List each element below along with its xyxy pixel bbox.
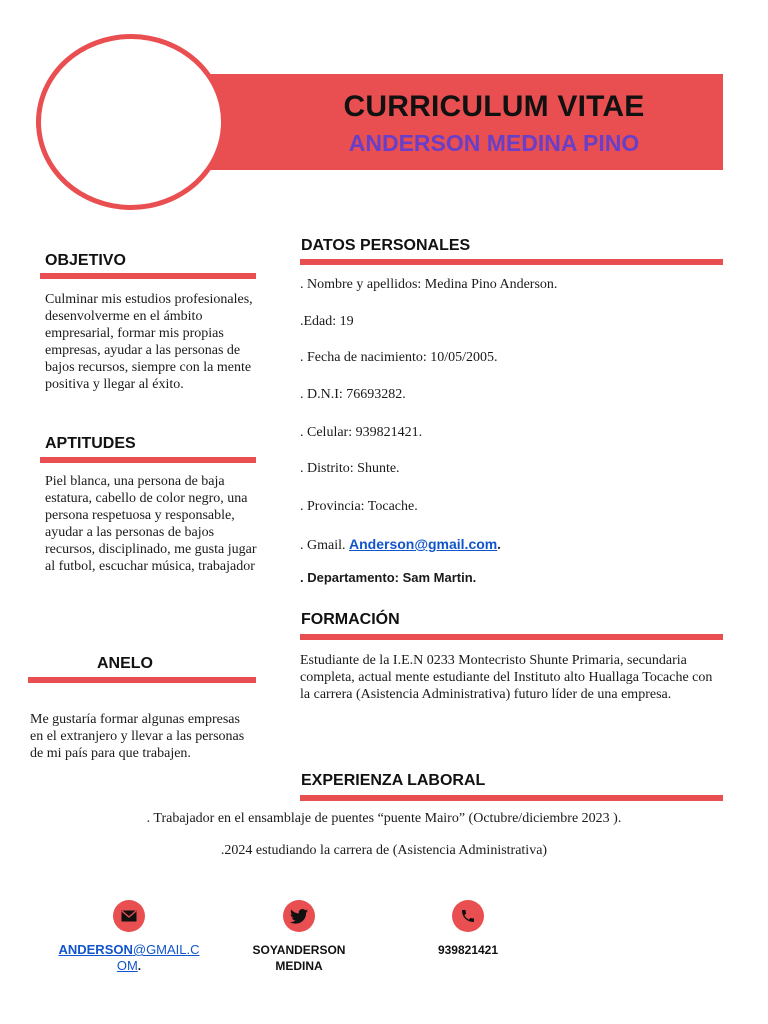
profile-photo-frame bbox=[36, 34, 226, 210]
field-fecha: . Fecha de nacimiento: 10/05/2005. bbox=[300, 350, 498, 365]
contact-email[interactable] bbox=[44, 942, 214, 974]
gmail-link[interactable] bbox=[349, 536, 497, 552]
experiencia-heading: EXPERIENZA LABORAL bbox=[301, 772, 486, 789]
aptitudes-rule bbox=[40, 457, 256, 463]
gmail-link-user: Anderson bbox=[349, 536, 415, 552]
contact-phone: 939821421 bbox=[437, 943, 499, 957]
aptitudes-text: Piel blanca, una persona de baja estatura, cabello de color negro, una persona respetuosa y responsable, ayudar a las personas de bajos recursos, disciplinado, me gusta jugar al futbol, escuchar música, trabajador bbox=[45, 474, 257, 574]
field-distrito: . Distrito: Shunte. bbox=[300, 461, 400, 476]
formacion-text: Estudiante de la I.E.N 0233 Montecristo Shunte Primaria, secundaria completa, actual mente estudiante del Instituto alto Huallaga Tocache con la carrera (Asistencia Administrativa) futuro líder de una empresa. bbox=[300, 653, 713, 702]
contact-email-suffix: . bbox=[137, 959, 142, 973]
gmail-suffix: . bbox=[497, 538, 501, 553]
contact-social-line2: MEDINA bbox=[275, 959, 323, 973]
experiencia-item-2: .2024 estudiando la carrera de (Asistencia Administrativa) bbox=[220, 843, 548, 858]
contact-email-link[interactable] bbox=[58, 942, 199, 973]
contact-social bbox=[229, 942, 369, 974]
field-departamento: . Departamento: Sam Martin. bbox=[300, 570, 477, 585]
field-gmail bbox=[300, 536, 501, 554]
contact-email-line2: OM bbox=[116, 958, 138, 973]
candidate-name: ANDERSON MEDINA PINO bbox=[348, 130, 640, 156]
field-provincia: . Provincia: Tocache. bbox=[300, 499, 418, 514]
experiencia-rule bbox=[300, 795, 723, 801]
objetivo-heading: OBJETIVO bbox=[45, 252, 126, 269]
aptitudes-heading: APTITUDES bbox=[45, 435, 136, 452]
objetivo-rule bbox=[40, 273, 256, 279]
gmail-link-domain: @gmail.com bbox=[414, 536, 498, 552]
twitter-icon bbox=[283, 900, 315, 932]
contact-social-line1: SOYANDERSON bbox=[252, 943, 346, 957]
field-edad: .Edad: 19 bbox=[300, 314, 354, 329]
field-celular: . Celular: 939821421. bbox=[300, 425, 423, 440]
anelo-rule bbox=[28, 677, 256, 683]
formacion-heading: FORMACIÓN bbox=[301, 611, 400, 628]
formacion-rule bbox=[300, 634, 723, 640]
phone-icon bbox=[452, 900, 484, 932]
field-nombre: . Nombre y apellidos: Medina Pino Anderson. bbox=[300, 277, 558, 292]
objetivo-text: Culminar mis estudios profesionales, desenvolverme en el ámbito empresarial, formar mis propias empresas, ayudar a las personas de bajos recursos, siempre con la mente positiva y llegar al éxito. bbox=[45, 292, 253, 392]
experiencia-item-1: . Trabajador en el ensamblaje de puentes “puente Mairo” (Octubre/diciembre 2023 ). bbox=[146, 811, 622, 826]
datos-rule bbox=[300, 259, 723, 265]
contact-email-rest: @GMAIL.C bbox=[132, 942, 200, 957]
cv-title: CURRICULUM VITAE bbox=[343, 90, 645, 123]
datos-heading: DATOS PERSONALES bbox=[301, 237, 471, 254]
envelope-icon bbox=[113, 900, 145, 932]
field-dni: . D.N.I: 76693282. bbox=[300, 387, 406, 402]
anelo-heading: ANELO bbox=[97, 655, 153, 672]
anelo-text: Me gustaría formar algunas empresas en el extranjero y llevar a las personas de mi país para que trabajen. bbox=[30, 712, 245, 761]
gmail-label: . Gmail. bbox=[300, 538, 349, 553]
contact-email-user: ANDERSON bbox=[58, 942, 133, 957]
